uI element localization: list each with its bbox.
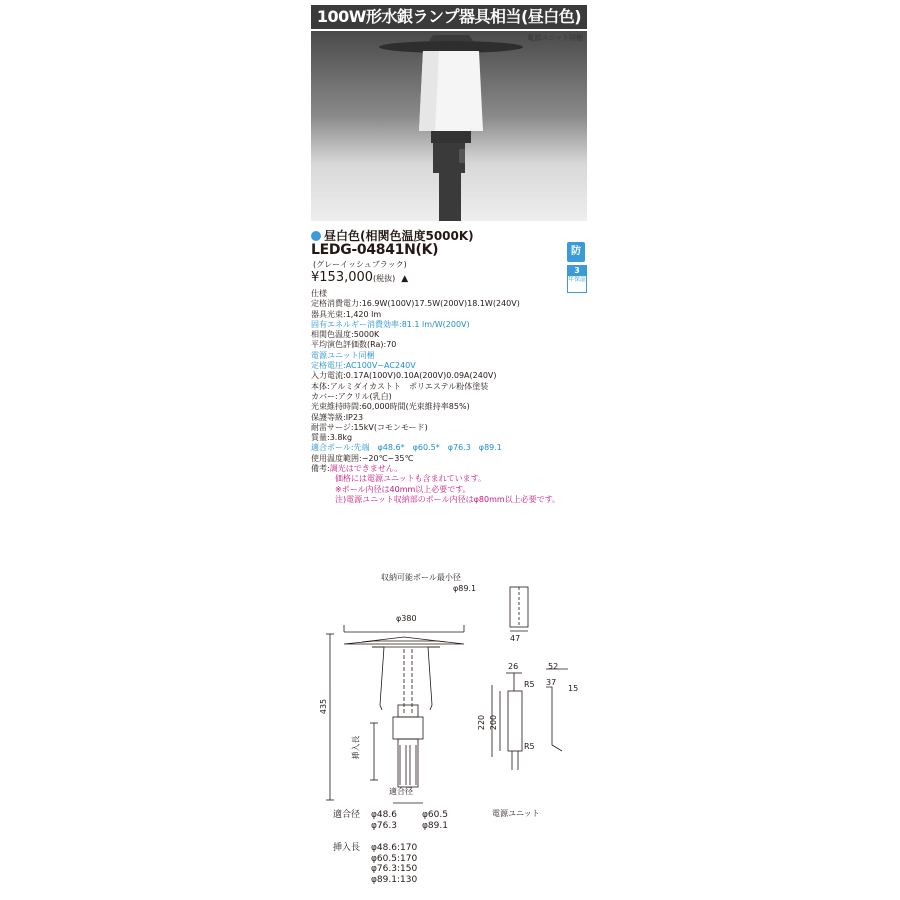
spec-row: 器具光束:1,420 lm: [311, 309, 382, 319]
note-pole: ※ポール内径は40mm以上必要です。: [335, 484, 471, 494]
unit-dim-37: 37: [546, 678, 557, 687]
spec-row: カバー:アクリル(乳白): [311, 391, 392, 401]
remark-label: 備考:: [311, 464, 330, 474]
lamp-illustration: [311, 31, 587, 221]
spec-row: 定格消費電力:16.9W(100V)17.5W(200V)18.1W(240V): [311, 299, 520, 309]
color-dot-icon: [311, 231, 321, 241]
spec-row: 平均演色評価数(Ra):70: [311, 340, 397, 350]
price-mark: ▲: [401, 274, 409, 284]
note-unit: 注)電源ユニット収納部のポール内径はφ80mm以上必要です。: [335, 494, 561, 504]
photo-tag: 電源ユニット同梱: [527, 34, 583, 42]
insert-cell: φ48.6:170: [371, 843, 418, 853]
note-price: 価格には電源ユニットも含まれています。: [335, 474, 487, 484]
spec-row: 仕様: [311, 289, 327, 298]
spec-row: 電源ユニット同梱: [311, 350, 375, 360]
insert-length-table: [333, 843, 417, 885]
fit-cell: φ89.1: [422, 820, 448, 831]
insert-row: φ76.3:150: [371, 864, 418, 874]
insert-row: φ60.5:170: [371, 853, 418, 864]
unit-radius-bottom: R5: [524, 742, 535, 751]
remark-text: 調光はできません。: [329, 464, 403, 474]
fit-cell: φ48.6: [371, 810, 397, 820]
spec-row: 入力電流:0.17A(100V)0.10A(200V)0.09A(240V): [311, 371, 497, 381]
spec-row: 保護等級:IP23: [311, 412, 364, 422]
insert-row: φ89.1:130: [371, 874, 418, 885]
model-number: LEDG-04841N(K): [311, 242, 439, 258]
fit-diameter-label: 適合径: [389, 787, 413, 796]
spec-row: 本体:アルミダイカストト ポリエステル粉体塗装: [311, 381, 489, 391]
product-title: 100W形水銀ランプ器具相当(昼白色): [311, 5, 587, 29]
price: [311, 270, 408, 285]
unit-dim-26: 26: [508, 662, 519, 671]
pole-min-value: φ89.1: [453, 584, 477, 593]
spec-row: 使用温度範囲:−20℃~35℃: [311, 453, 414, 463]
color-heading-text: 昼白色(相関色温度5000K): [324, 229, 474, 243]
spec-row: 耐雷サージ:15kV(コモンモード): [311, 422, 428, 432]
unit-dim-200: 200: [489, 714, 499, 731]
unit-dim-52: 52: [548, 662, 559, 671]
dim-height: 435: [319, 698, 329, 715]
fit-row: [333, 810, 448, 821]
dim-47: 47: [510, 634, 521, 643]
unit-dim-15: 15: [568, 684, 579, 693]
remark-row: [311, 464, 611, 474]
price-tax-note: (税抜): [373, 274, 396, 283]
insert-row: [333, 843, 417, 854]
unit-radius-top: R5: [524, 680, 535, 689]
product-photo: [311, 31, 587, 221]
fit-cell: φ76.3: [371, 820, 397, 831]
fit-table-label: 適合径: [333, 810, 361, 820]
warranty-label: 年保証: [568, 276, 587, 283]
fit-row: [371, 821, 448, 832]
spec-row: 固有エネルギー消費効率:81.1 lm/W(200V): [311, 319, 470, 329]
pole-min-label: 収納可能ポール最小径: [381, 573, 461, 582]
warranty-years: 3: [568, 266, 586, 276]
power-unit-caption: 電源ユニット: [492, 809, 540, 818]
finish-color: (グレーイッシュブラック): [313, 260, 407, 269]
spec-row: 光束維持時間:60,000時間(光束維持率85%): [311, 402, 470, 412]
unit-dim-220: 220: [477, 714, 487, 731]
dim-width: φ380: [396, 614, 417, 623]
spec-row: 質量:3.8kg: [311, 433, 353, 443]
insert-table-label: 挿入長: [333, 843, 361, 853]
spec-row: 定格電圧:AC100V~AC240V: [311, 361, 416, 371]
insert-length-label: 挿入長: [351, 735, 361, 760]
spec-row: 相関色温度:5000K: [311, 330, 380, 340]
spec-row: 適合ポール:先端 φ48.6* φ60.5* φ76.3 φ89.1: [311, 443, 502, 453]
dimension-drawing: [300, 565, 600, 815]
price-value: ¥153,000: [311, 270, 374, 285]
fit-diameter-table: [333, 810, 448, 831]
spec-list: [311, 289, 611, 505]
fit-cell: φ60.5: [422, 810, 448, 820]
rainproof-icon: 防: [567, 242, 585, 262]
